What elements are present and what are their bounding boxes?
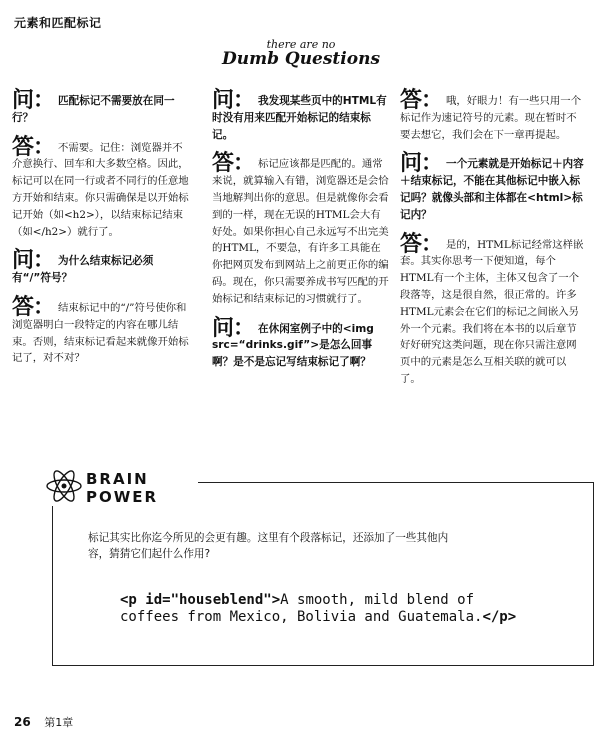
header-small-text: there are no <box>266 38 336 51</box>
header-big-text: Dumb Questions <box>221 49 381 69</box>
answer-text: 结束标记中的“/”符号使你和浏览器明白一段特定的内容在哪儿结束。否则，结束标记看起来就像开始标记了，对不对？ <box>12 301 189 365</box>
brain-power-label <box>40 466 198 506</box>
answer-mark-label: 答： <box>400 230 443 257</box>
code-body: A smooth, mild blend of coffees from Mexico, Bolivia and Guatemala. <box>120 592 483 625</box>
question-mark-label: 问： <box>212 87 255 113</box>
brain-power-atom-icon <box>44 466 194 506</box>
qa-column-2 <box>212 88 390 379</box>
brain-power-text: 标记其实比你迄今所见的会更有趣。这里有个段落标记，还添加了一些其他内容，猜猜它们起什么作用? <box>88 532 449 560</box>
answer <box>12 295 190 367</box>
answer <box>212 151 390 307</box>
question-mark-label: 问： <box>12 87 55 113</box>
answer-text: 哦，好眼力！有一些只用一个标记作为速记符号的元素。现在暂时不要去想它，我们会在下一章再提起。 <box>400 95 582 141</box>
brain-power-box <box>52 482 594 666</box>
code-sample <box>120 592 540 626</box>
question-mark-label: 问： <box>12 247 55 274</box>
question-text: 一个元素就是开始标记＋内容＋结束标记，不能在其他标记中嵌入标记吗？就像头部和主体都在<html>标记内？ <box>400 158 584 221</box>
question <box>12 248 190 287</box>
answer-mark-label: 答： <box>12 133 55 160</box>
answer <box>12 135 190 241</box>
brain-power-word-2: POWER <box>86 488 159 506</box>
page-footer <box>14 714 73 730</box>
answer <box>400 232 586 388</box>
dumb-questions-header <box>0 40 602 68</box>
question-text: 匹配标记不需要放在同一行？ <box>12 95 175 124</box>
qa-column-1 <box>12 88 190 375</box>
section-title: 元素和匹配标记 <box>14 16 102 30</box>
question-mark-label: 问： <box>212 314 255 341</box>
chapter-label: 第1章 <box>44 716 74 729</box>
question-text: 为什么结束标记必须有“/”符号？ <box>12 255 154 285</box>
answer-mark-label: 答： <box>400 87 443 113</box>
question-text: 我发现某些页中的HTML有时没有用来匹配开始标记的结束标记。 <box>212 95 387 141</box>
question <box>212 88 390 143</box>
brain-power-word-1: BRAIN <box>86 470 149 488</box>
code-open-tag: <p id="houseblend"> <box>120 592 281 608</box>
code-close-tag: </p> <box>482 609 517 625</box>
page-number: 26 <box>14 715 31 729</box>
question <box>12 88 190 127</box>
answer-mark-label: 答： <box>212 150 255 177</box>
answer-text: 是的，HTML标记经常这样嵌套。其实你思考一下便知道，每个HTML有一个主体，主体又包含了一个段落等，这是很自然，很正常的。许多HTML元素会在它们的标记之间嵌入另外一个元素。我们将在本书的以后章节好好研究这类问题，现在你只需注意网页中的元素是怎么互相关联的就可以了。 <box>400 238 584 385</box>
question-mark-label: 问： <box>400 150 443 177</box>
question <box>400 151 586 223</box>
answer-text: 标记应该都是匹配的。通常来说，就算输入有错，浏览器还是会恰当地解判出你的意思。但是就像你会看到的一样，现在无误的HTML会大有好处。如果你担心自己永远写不出完美的HTML，不要急，有许多工具能在你把网页发布到网站上之前更正你的编码。现在，你只需要养成书写匹配的开始标记和结束标记的习惯就行了。 <box>212 158 389 305</box>
question-text: 在休闲室例子中的<img src=“drinks.gif”>是怎么回事啊？是不是忘记写结束标记了啊？ <box>212 322 374 369</box>
qa-column-3 <box>400 88 586 396</box>
answer <box>400 88 586 143</box>
answer-mark-label: 答： <box>12 293 55 320</box>
answer-text: 不需要。记住：浏览器并不介意换行、回车和大多数空格。因此，标记可以在同一行或者不同行的任意地方开始和结束。你只需确保是以开始标记开始（如<h2>），以结束标记结束（如</h2>）就行了。 <box>12 141 189 238</box>
question <box>212 316 390 371</box>
